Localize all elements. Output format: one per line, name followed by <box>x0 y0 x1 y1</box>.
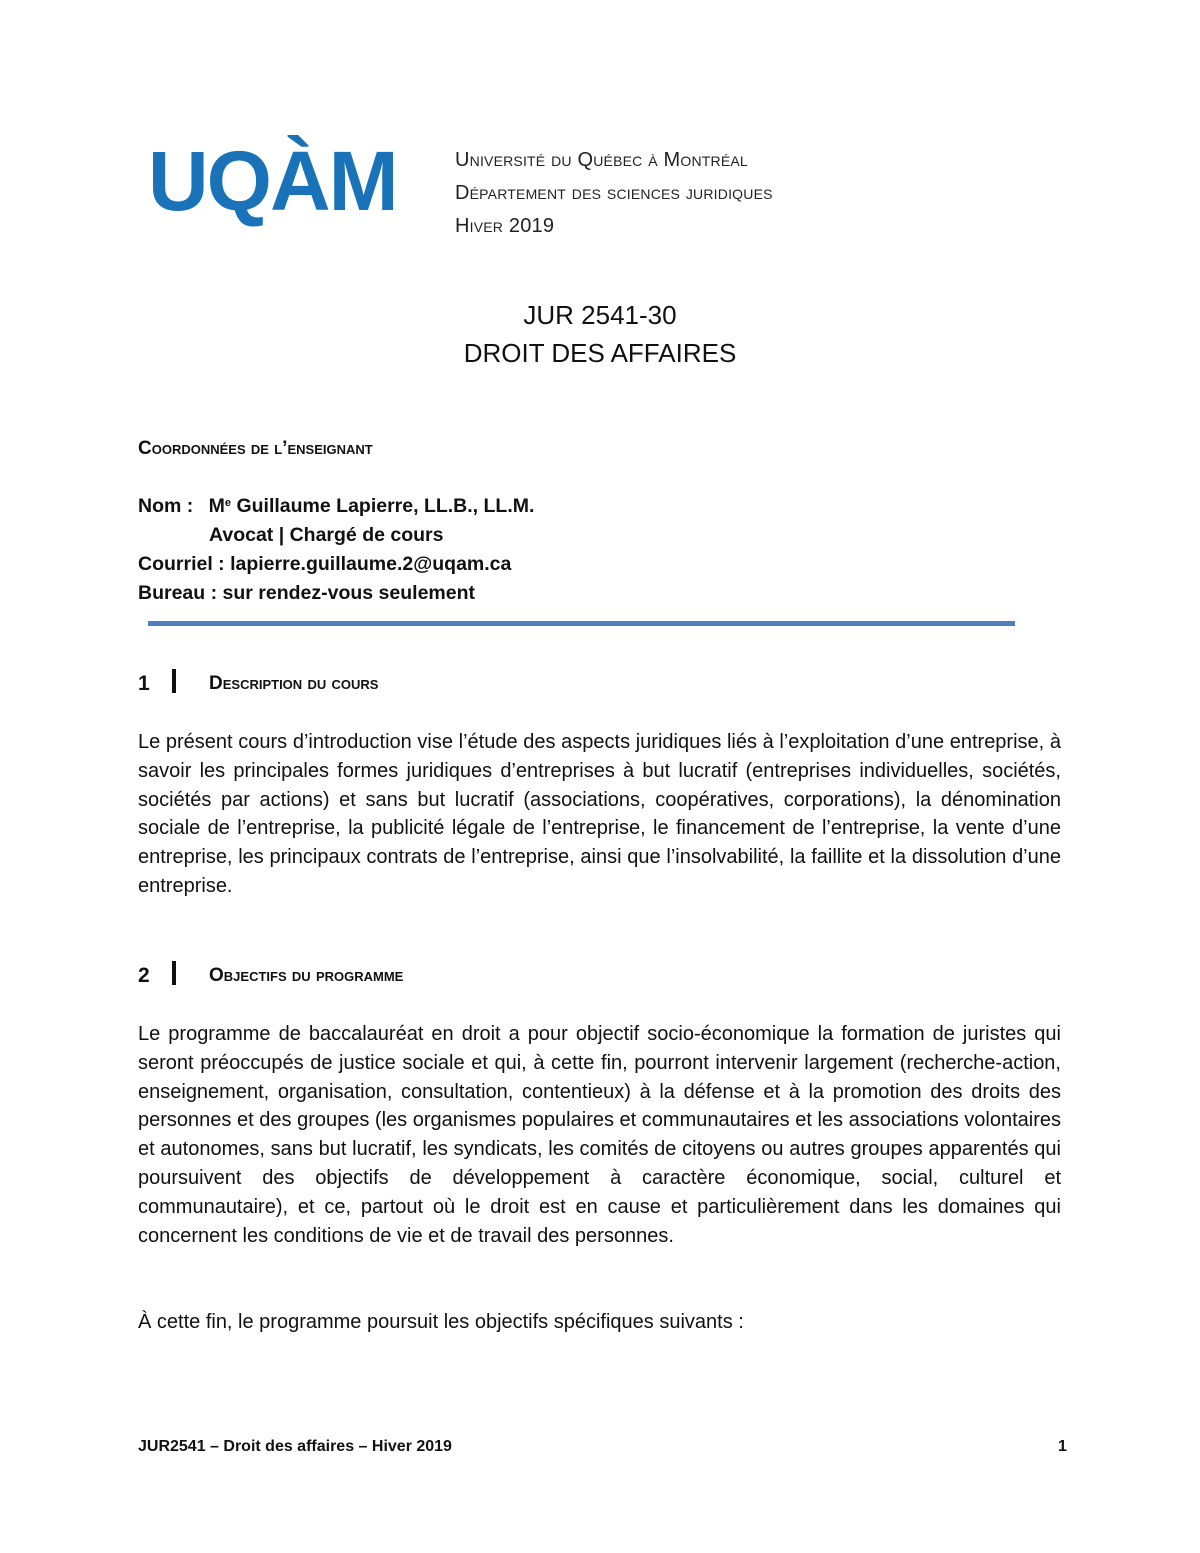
section-2-bar <box>172 961 176 985</box>
instructor-office: Bureau : sur rendez-vous seulement <box>138 582 476 604</box>
name-prefix: M <box>208 495 225 517</box>
instructor-name: Guillaume Lapierre, LL.B., LL.M. <box>236 495 535 517</box>
term: Hiver 2019 <box>455 215 555 237</box>
section-1-title: Description du cours <box>209 673 379 694</box>
section-1-paragraph: Le présent cours d’introduction vise l’étude des aspects juridiques liés à l’exploitation d’une entreprise, à savoir les principales formes juridiques d’entreprises à but lucratif (entreprises individuelles, sociétés, sociétés par actions) et sans but lucratif (associations, coopératives, corporations), la dénomination sociale de l’entreprise, la publicité légale de l’entreprise, le financement de l’entreprise, la vente d’une entreprise, les principaux contrats de l’entreprise, ainsi que l’insolvabilité, la faillite et la dissolution d’une entreprise. <box>138 731 1061 897</box>
section-divider <box>148 621 1015 626</box>
section-2-title: Objectifs du programme <box>209 965 404 986</box>
instructor-email: Courriel : lapierre.guillaume.2@uqam.ca <box>138 553 512 575</box>
section-1-bar <box>172 669 176 693</box>
uqam-logo <box>148 128 428 228</box>
page-number: 1 <box>1058 1438 1067 1455</box>
instructor-name-line <box>138 495 534 518</box>
instructor-section-title: Coordonnées de l’enseignant <box>138 438 373 459</box>
section-2-number: 2 <box>138 964 150 987</box>
footer-text: JUR2541 – Droit des affaires – Hiver 2019 <box>138 1438 452 1455</box>
section-2-paragraph: Le programme de baccalauréat en droit a pour objectif socio-économique la formation de juristes qui seront préoccupés de justice sociale et qui, à cette fin, pourront intervenir largement (recherche-action, enseignement, organisation, consultation, contentieux) à la défense et à la promotion des droits des personnes et des groupes (les organismes populaires et communautaires et les associations volontaires et autonomes, sans but lucratif, les syndicats, les comités de citoyens ou autres groupes apparentés qui poursuivent des objectifs de développement à caractère économique, social, culturel et communautaire), et ce, partout où le droit est en cause et particulièrement dans les domaines qui concernent les conditions de vie et de travail des personnes. <box>138 1023 1061 1247</box>
course-name: DROIT DES AFFAIRES <box>463 338 737 368</box>
name-prefix-sup: e <box>224 497 232 509</box>
university-name: Université du Québec à Montréal <box>455 149 748 171</box>
department-name: Département des sciences juridiques <box>455 182 773 204</box>
section-2-paragraph-2: À cette fin, le programme poursuit les objectifs spécifiques suivants : <box>138 1311 744 1333</box>
section-1-number: 1 <box>138 672 150 695</box>
uqam-logo-text: UQÀM <box>148 134 397 228</box>
uqam-logo-graphic <box>148 128 428 228</box>
name-label: Nom : <box>138 495 194 517</box>
instructor-role: Avocat | Chargé de cours <box>209 524 444 546</box>
institution-block <box>455 144 773 243</box>
course-code: JUR 2541-30 <box>523 300 677 330</box>
